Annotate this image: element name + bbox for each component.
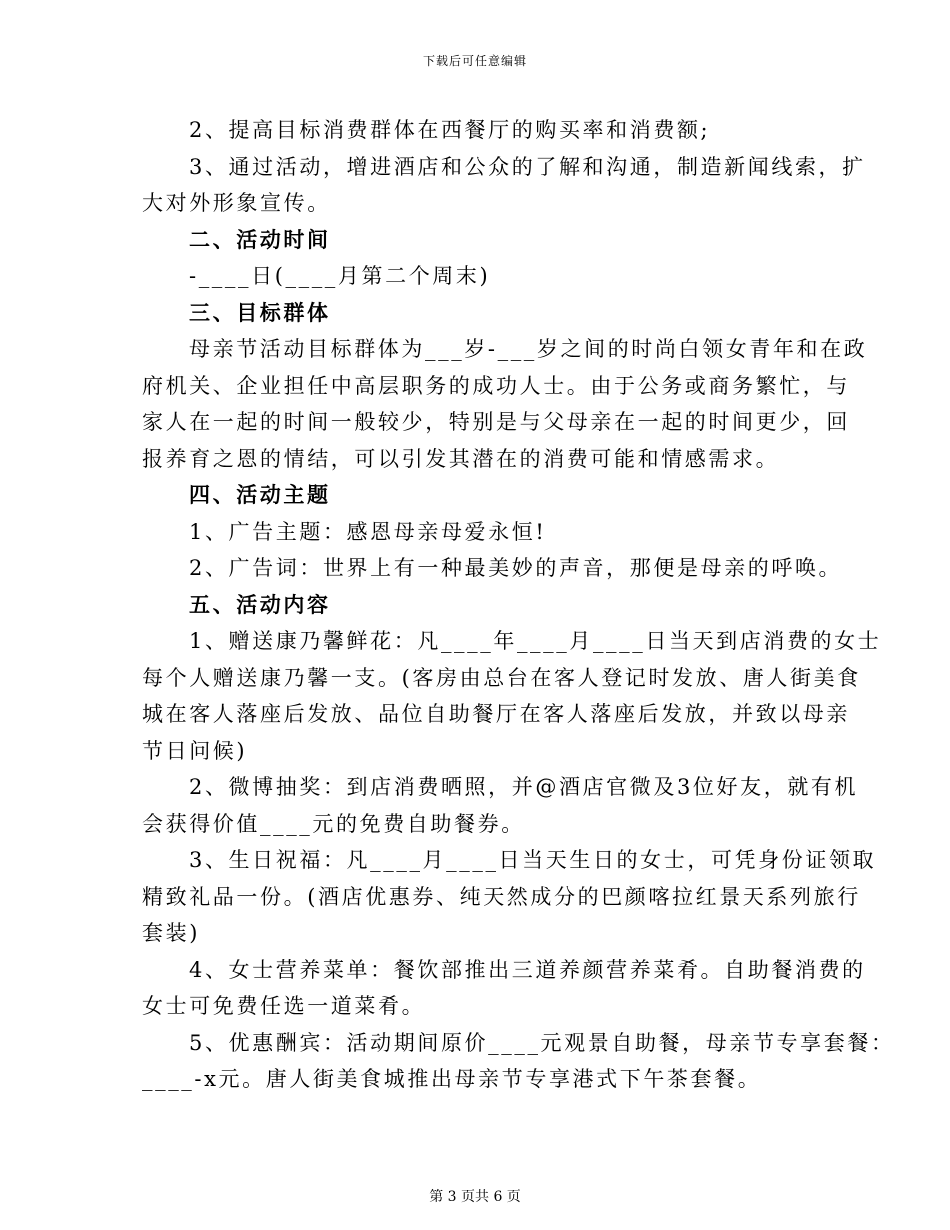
paragraph-line: 大对外形象宣传。: [142, 191, 331, 215]
paragraph-line: 1、赠送康乃馨鲜花：凡____年____月____日当天到店消费的女士: [189, 629, 882, 653]
paragraph-line: 家人在一起的时间一般较少，特别是与父母亲在一起的时间更少，回: [142, 410, 850, 434]
section-heading: 二、活动时间: [189, 226, 331, 252]
section-heading: 三、目标群体: [189, 299, 331, 325]
paragraph-line: 会获得价值____元的免费自助餐券。: [142, 811, 525, 836]
page-footer: 第 3 页共 6 页: [429, 1189, 521, 1205]
paragraph-line: 3、生日祝福：凡____月____日当天生日的女士，可凭身份证领取: [189, 848, 877, 872]
paragraph-line: 报养育之恩的情结，可以引发其潜在的消费可能和情感需求。: [142, 446, 780, 471]
paragraph-line: 2、广告词：世界上有一种最美妙的声音，那便是母亲的呼唤。: [189, 556, 843, 580]
paragraph-line: ____-x元。唐人街美食城推出母亲节专享港式下午茶套餐。: [142, 1067, 762, 1091]
section-heading: 五、活动内容: [189, 591, 331, 617]
paragraph-line: 每个人赠送康乃馨一支。(客房由总台在客人登记时发放、唐人街美食: [142, 665, 861, 690]
paragraph-line: 女士可免费任选一道菜肴。: [142, 994, 426, 1018]
paragraph-line: 4、女士营养菜单：餐饮部推出三道养颜营养菜肴。自助餐消费的: [189, 957, 866, 982]
section-heading: 四、活动主题: [189, 482, 331, 507]
paragraph-line: 府机关、企业担任中高层职务的成功人士。由于公务或商务繁忙，与: [142, 373, 850, 398]
paragraph-line: 5、优惠酬宾：活动期间原价____元观景自助餐，母亲节专享套餐：: [189, 1030, 895, 1055]
paragraph-line: 精致礼品一份。(酒店优惠券、纯天然成分的巴颜喀拉红景天系列旅行: [142, 884, 861, 909]
page-header: 下载后可任意编辑: [422, 54, 527, 68]
paragraph-line: 2、提高目标消费群体在西餐厅的购买率和消费额;: [189, 118, 711, 142]
document-body: [142, 112, 895, 1098]
paragraph-line: 1、广告主题：感恩母亲母爱永恒!: [189, 519, 547, 544]
paragraph-line: 2、微博抽奖：到店消费晒照，并@酒店官微及3位好友，就有机: [189, 775, 859, 799]
paragraph-line: 3、通过活动，增进酒店和公众的了解和沟通，制造新闻线索，扩: [189, 154, 866, 179]
paragraph-line: 城在客人落座后发放、品位自助餐厅在客人落座后发放，并致以母亲: [142, 702, 850, 726]
paragraph-line: 套装): [142, 921, 200, 945]
paragraph-line: -____日(____月第二个周末): [189, 264, 491, 288]
paragraph-line: 节日问候): [142, 738, 248, 763]
paragraph-line: 母亲节活动目标群体为___岁-___岁之间的时尚白领女青年和在政: [189, 337, 868, 361]
